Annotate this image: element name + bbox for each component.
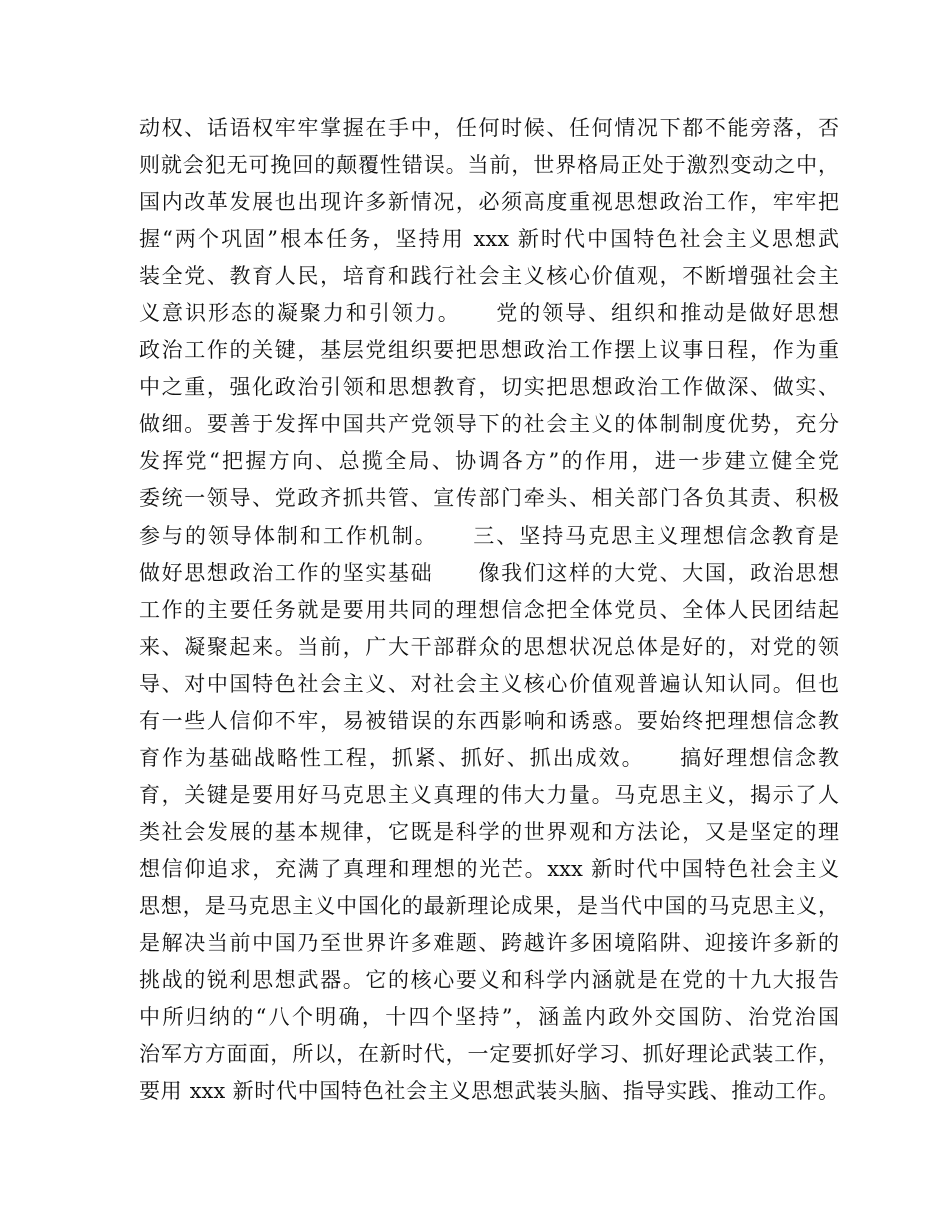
- text-line: 工作的主要任务就是要用共同的理想信念把全体党员、全体人民团结起: [139, 597, 839, 622]
- text-line: 思想，是马克思主义中国化的最新理论成果，是当代中国的马克思主义，: [139, 893, 839, 918]
- text-line: 挑战的锐利思想武器。它的核心要义和科学内涵就是在党的十九大报告: [139, 968, 839, 993]
- text-line: 是解决当前中国乃至世界许多难题、跨越许多困境陷阱、迎接许多新的: [139, 931, 839, 956]
- text-line: 导、对中国特色社会主义、对社会主义核心价值观普遍认知认同。但也: [139, 671, 839, 696]
- text-line: 育作为基础战略性工程，抓紧、抓好、抓出成效。 搞好理想信念教: [139, 745, 839, 770]
- text-line: 装全党、教育人民，培育和践行社会主义核心价值观，不断增强社会主: [139, 264, 839, 289]
- text-line: 育，关键是要用好马克思主义真理的伟大力量。马克思主义，揭示了人: [139, 782, 839, 807]
- text-line: 有一些人信仰不牢，易被错误的东西影响和诱惑。要始终把理想信念教: [139, 708, 839, 733]
- text-line: 中所归纳的“八个明确，十四个坚持”，涵盖内政外交国防、治党治国: [139, 1005, 839, 1030]
- text-line: 国内改革发展也出现许多新情况，必须高度重视思想政治工作，牢牢把: [139, 190, 839, 215]
- text-line: 发挥党“把握方向、总揽全局、协调各方”的作用，进一步建立健全党: [139, 449, 839, 474]
- text-line: 参与的领导体制和工作机制。 三、坚持马克思主义理想信念教育是: [139, 523, 839, 548]
- text-line: 想信仰追求，充满了真理和理想的光芒。xxx 新时代中国特色社会主义: [139, 856, 839, 881]
- text-line: 政治工作的关键，基层党组织要把思想政治工作摆上议事日程，作为重: [139, 338, 839, 363]
- text-line: 中之重，强化政治引领和思想教育，切实把思想政治工作做深、做实、: [139, 375, 839, 400]
- text-line: 做细。要善于发挥中国共产党领导下的社会主义的体制制度优势，充分: [139, 412, 839, 437]
- text-line: 动权、话语权牢牢掌握在手中，任何时候、任何情况下都不能旁落，否: [139, 116, 839, 140]
- text-line: 来、凝聚起来。当前，广大干部群众的思想状况总体是好的，对党的领: [139, 634, 839, 659]
- text-line: 委统一领导、党政齐抓共管、宣传部门牵头、相关部门各负其责、积极: [139, 486, 839, 511]
- body-text: [139, 110, 839, 1110]
- text-line: 做好思想政治工作的坚实基础 像我们这样的大党、大国，政治思想: [139, 560, 839, 585]
- text-line: 类社会发展的基本规律，它既是科学的世界观和方法论，又是坚定的理: [139, 819, 839, 844]
- text-line: 则就会犯无可挽回的颠覆性错误。当前，世界格局正处于激烈变动之中，: [139, 153, 839, 178]
- text-line: 义意识形态的凝聚力和引领力。 党的领导、组织和推动是做好思想: [139, 301, 839, 326]
- text-line: 治军方方面面，所以，在新时代，一定要抓好学习、抓好理论武装工作，: [139, 1042, 839, 1067]
- text-line: 握“两个巩固”根本任务，坚持用 xxx 新时代中国特色社会主义思想武: [139, 227, 839, 252]
- text-line: 要用 xxx 新时代中国特色社会主义思想武装头脑、指导实践、推动工作。: [139, 1079, 839, 1104]
